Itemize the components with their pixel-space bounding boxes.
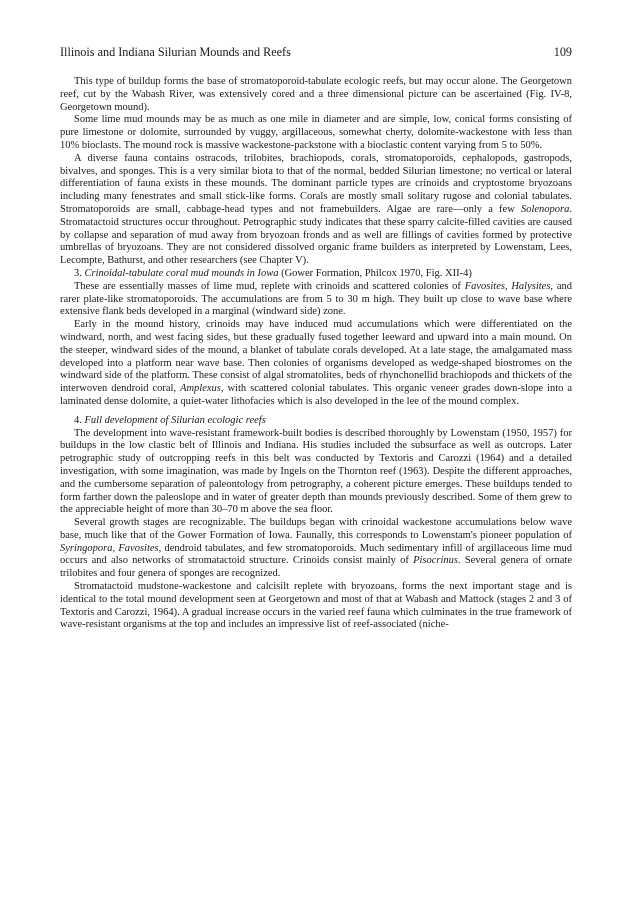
text-run: (Gower Formation, Philcox 1970, Fig. XII-4) bbox=[278, 267, 472, 279]
paragraph bbox=[60, 581, 572, 632]
italic-text: Syringopora, Favosites bbox=[60, 542, 159, 554]
text-run: A diverse fauna contains ostracods, trilobites, brachiopods, corals, stromatoporoids, cephalopods, gastropods, bivalves, and sponges. This is a very similar biota to that of the normal, bedded Silurian limestone; no vertical or lateral differentiation of fauna exists in these mounds. The dominant particle types are crinoids and cryptostome bryozoans including many fenestrates and small stick-like forms. Corals are mostly small solitary rugose and colonial tabulates. Stromatoporoids are small, cabbage-head types and not framebuilders. Algae are rare—only a few bbox=[60, 152, 572, 215]
text-run: , and rarer plate-like stromatoporoids. The accumulations are from 5 to 30 m high. They built up close to wave base where extensive flank beds developed in a marginal (windward side) zone. bbox=[60, 280, 572, 318]
page-number: 109 bbox=[553, 45, 572, 59]
paragraph bbox=[60, 319, 572, 409]
text-run: The development into wave-resistant framework-built bodies is described thoroughly by Lowenstam (1950, 1957) for buildups in the low clastic belt of Illinois and Indiana. His studies included the subsurface as well as outcrops. Later petrographic study of outcropping reefs in this belt was conducted by Textoris and Carozzi (1964) and a detailed investigation, with some imagination, was made by Ingels on the Thornton reef (1963). Despite the different approaches, and the cumbersome separation of paleontology from petrography, a coherent picture emerges. These buildups tended to form farther down the paleoslope and in water of greater depth than mounds previously described. Some of them grew to the appreciable height of more than 30–70 m above the sea floor. bbox=[60, 427, 572, 516]
text-run: . Stromatactoid structures occur throughout. Petrographic study indicates that these sparry calcite-filled cavities are caused by collapse and separation of mud away from bryozoan fronds and as well are fillings of cavities formed by protective umbrellas of bryozoans. They are not considered dissolved organic frame builders as interpreted by Lowenstam, Lees, Lecompte, Bathurst, and other researchers (see Chapter V). bbox=[60, 203, 572, 267]
paragraph bbox=[60, 281, 572, 319]
text-run: 3. bbox=[74, 267, 85, 279]
running-title: Illinois and Indiana Silurian Mounds and Reefs bbox=[60, 45, 291, 59]
paragraph bbox=[60, 153, 572, 268]
text-run: , dendroid tabulates, and few stromatoporoids. Much sedimentary infill of argillaceous lime mud occurs and also networks of stromatactoid structure. Crinoids consist mainly of bbox=[60, 542, 572, 567]
text-run: Some lime mud mounds may be as much as one mile in diameter and are simple, low, conical forms consisting of pure limestone or dolomite, surrounded by vuggy, argillaceous, somewhat cherty, dolomite-wackestone with less than 10% bioclasts. The mound rock is massive wackestone-packstone with a bioclastic content varying from 5 to 50%. bbox=[60, 114, 572, 151]
text-run: Several growth stages are recognizable. The buildups began with crinoidal wackestone accumulations below wave base, much like that of the Gower Formation of Iowa. Faunally, this corresponds to Lowenstam's pioneer population of bbox=[60, 517, 572, 541]
paragraph bbox=[60, 76, 572, 114]
text-run: This type of buildup forms the base of stromatoporoid-tabulate ecologic reefs, but may occur alone. The Georgetown reef, cut by the Wabash River, was extensively cored and a three dimensional picture can be ascertained (Fig. IV-8, Georgetown mound). bbox=[60, 76, 572, 113]
text-run: Stromatactoid mudstone-wackestone and calcisilt replete with bryozoans, forms the next important stage and is identical to the total mound development seen at Georgetown and most of that at Wabash and Mattock (stages 2 and 3 of Textoris and Carozzi, 1964). A gradual increase occurs in the varied reef fauna which culminates in the true framework of wave-resistant organisms at the top and includes an impressive list of reef-associated (niche- bbox=[60, 581, 572, 631]
text-run: These are essentially masses of lime mud, replete with crinoids and scattered colonies of bbox=[74, 280, 465, 292]
paragraph bbox=[60, 517, 572, 581]
paragraph bbox=[60, 415, 572, 428]
text-run: . Several genera of ornate trilobites and four genera of sponges are recognized. bbox=[60, 555, 572, 580]
italic-text: Solenopora bbox=[520, 203, 570, 215]
italic-text: Amplexus bbox=[180, 383, 221, 395]
paragraph bbox=[60, 114, 572, 152]
text-run: 4. bbox=[74, 414, 85, 426]
italic-text: Favosites, Halysites bbox=[464, 280, 551, 292]
paragraph bbox=[60, 428, 572, 518]
italic-text: Full development of Silurian ecologic reefs bbox=[84, 414, 266, 426]
text-run: Early in the mound history, crinoids may have induced mud accumulations which were differentiated on the windward, north, and west facing sides, but these gradually fused together leeward and upward into a main mound. On the steeper, windward sides of the mound, a blanket of tabulate corals developed. At a late stage, the amalgamated mass developed into a platform near wave base. Then colonies of organisms developed as wedge-shaped biostromes on the windward side of the platform. These consist of algal stromatolites, beds of rhynchonellid brachiopods and thickets of the interwoven dendroid coral, bbox=[60, 319, 572, 395]
italic-text: Pisocrinus bbox=[413, 555, 458, 567]
paragraph bbox=[60, 268, 572, 281]
body-text bbox=[60, 76, 572, 632]
text-run: , with scattered colonial tabulates. This organic veneer grades down-slope into a laminated dense dolomite, a quiet-water lithofacies which is also developed in the lee of the mound complex. bbox=[60, 383, 572, 407]
italic-text: Crinoidal-tabulate coral mud mounds in Iowa bbox=[84, 267, 279, 279]
page-header bbox=[60, 45, 572, 61]
